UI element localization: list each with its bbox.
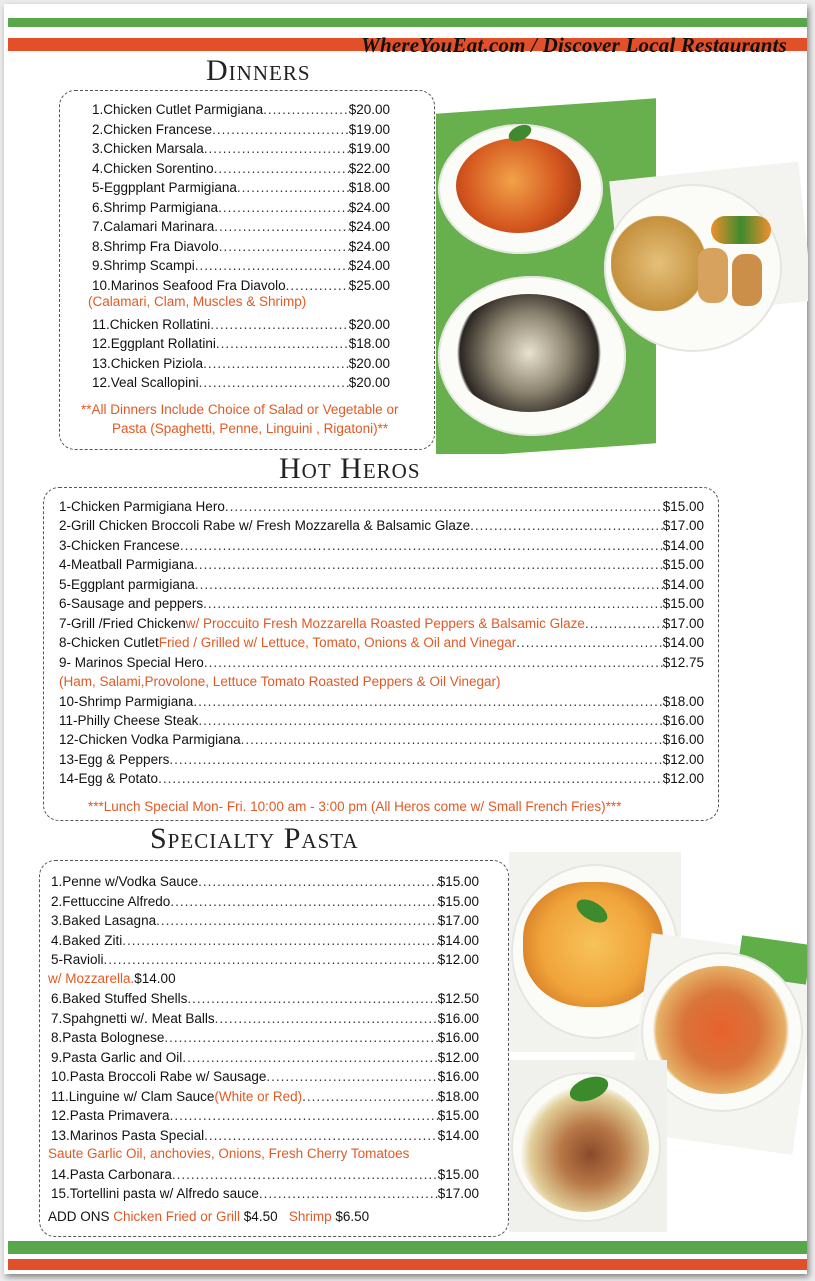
- dinner-item-name: 7.Calamari Marinara: [92, 219, 215, 234]
- dinner-item-leader: [214, 160, 349, 178]
- dinner-item-name: 8.Shrimp Fra Diavolo: [92, 238, 219, 254]
- pasta-item-price: $15.00: [437, 874, 479, 889]
- dinner-item-price: $25.00: [348, 277, 390, 293]
- dinner-item: [92, 335, 390, 353]
- pasta-item: [51, 1088, 479, 1106]
- dinner-item: [92, 355, 390, 373]
- pasta-item: [51, 990, 479, 1008]
- dinner-item-leader: [212, 121, 349, 139]
- pasta-item-leader: [204, 1127, 438, 1145]
- pasta-item-price: $14.00: [437, 1127, 479, 1143]
- hero-item-name: 8-Chicken Cutlet: [59, 635, 159, 651]
- dinner-item-price: $24.00: [348, 258, 390, 273]
- dinner-item-price: $18.00: [348, 180, 390, 195]
- hero-item-leader: [203, 595, 663, 613]
- dinner-item-leader: [210, 316, 348, 334]
- hero-item: [59, 517, 704, 535]
- hero-item-name: 6-Sausage and peppers: [59, 596, 204, 612]
- hero-item-price: $14.00: [662, 576, 704, 592]
- pasta-item-name: 14.Pasta Carbonara: [51, 1166, 172, 1182]
- dinner-item: [92, 140, 390, 158]
- dinner-item: [92, 238, 390, 256]
- pasta-item-name: 7.Spahgnetti w/. Meat Balls: [51, 1010, 215, 1026]
- add-ons-label: ADD ONS: [48, 1209, 114, 1224]
- addon-shrimp-price: $6.50: [335, 1209, 370, 1224]
- pasta-item-leader: [170, 893, 437, 911]
- dinners-footer-line1: **All Dinners Include Choice of Salad or Vegetable or: [81, 402, 399, 417]
- hero-item-price: $16.00: [662, 712, 704, 728]
- hero-item-price: $15.00: [662, 557, 704, 573]
- hero-item-price: $17.00: [662, 518, 704, 534]
- hero-item-detail: Fried / Grilled w/ Lettuce, Tomato, Onions & Oil and Vinegar: [158, 635, 517, 651]
- hero-item: [59, 595, 704, 613]
- pasta-item-price: $16.00: [437, 1069, 479, 1084]
- dinner-item: [92, 199, 390, 217]
- dinner-item-name: 1.Chicken Cutlet Parmigiana: [92, 102, 264, 117]
- dinner-item-name: 2.Chicken Francese: [92, 121, 213, 137]
- hero-item-name: 14-Egg & Potato: [59, 771, 159, 787]
- hero-item-name: 5-Eggplant parmigiana: [59, 576, 195, 592]
- hero-item-leader: [195, 576, 663, 594]
- dinner-item-leader: [263, 101, 349, 119]
- dinner-item-name: 10.Marinos Seafood Fra Diavolo: [92, 277, 286, 293]
- hero-item: [59, 654, 704, 672]
- dinner-item: [92, 160, 390, 178]
- pasta-item-name: 15.Tortellini pasta w/ Alfredo sauce: [51, 1186, 259, 1201]
- hero-item-name: 2-Grill Chicken Broccoli Rabe w/ Fresh Mozzarella & Balsamic Glaze: [59, 518, 471, 534]
- dinner-item-price: $24.00: [348, 219, 390, 234]
- dinner-item-name: 13.Chicken Piziola: [92, 355, 204, 371]
- dinner-item-price: $22.00: [348, 160, 390, 176]
- pasta-item-name: 9.Pasta Garlic and Oil: [51, 1049, 183, 1065]
- dinner-item-name: 5-Eggpplant Parmigiana: [92, 180, 237, 195]
- hero-item-price: $12.75: [662, 654, 704, 670]
- pasta-item-leader: [266, 1068, 437, 1086]
- dinner-item-leader: [219, 238, 349, 256]
- dinner-item: [92, 101, 390, 119]
- dinner-item: [92, 374, 390, 392]
- dinner-item-name: 11.Chicken Rollatini: [92, 316, 211, 332]
- pasta-item-price: $17.00: [437, 913, 479, 928]
- food-pasta-bolognese: [651, 966, 791, 1094]
- hero-item-name: 13-Egg & Peppers: [59, 751, 170, 767]
- hero-item-leader: [516, 634, 662, 652]
- hero-item: [59, 498, 704, 516]
- hero-item-leader: [193, 693, 662, 711]
- pasta-heading: Specialty Pasta: [150, 822, 359, 855]
- hero-item-name: 11-Philly Cheese Steak: [59, 712, 199, 728]
- pasta-item-leader: [198, 873, 438, 891]
- addon-chicken-price: $4.50: [243, 1209, 278, 1224]
- add-ons-row: [48, 1208, 369, 1226]
- pasta-item: [51, 873, 479, 891]
- pasta-item: [51, 912, 479, 930]
- dinner-item: [92, 257, 390, 275]
- heros-heading: Hot Heros: [279, 452, 421, 485]
- dinner-item: [92, 316, 390, 334]
- dinner-item-leader: [216, 335, 349, 353]
- hero-item-name: 9- Marinos Special Hero: [59, 654, 204, 670]
- pasta-photo: [509, 852, 807, 1232]
- pasta-item-name: 4.Baked Ziti: [51, 932, 123, 948]
- pasta-item-leader: [302, 1088, 438, 1106]
- lunch-special-note: ***Lunch Special Mon- Fri. 10:00 am - 3:00 pm (All Heros come w/ Small French Fries)***: [88, 799, 622, 814]
- pasta-item-leader: [215, 1010, 438, 1028]
- hero-item: [59, 751, 704, 769]
- hero-item: [59, 537, 704, 555]
- dinner-item-leader: [214, 218, 348, 236]
- dinner-item-price: $20.00: [348, 355, 390, 371]
- pasta-item-leader: [170, 1107, 438, 1125]
- dinner-item-price: $19.00: [348, 121, 390, 137]
- pasta-item-leader: [156, 912, 438, 930]
- dinner-item-price: $19.00: [348, 141, 390, 156]
- pasta-item: [51, 1068, 479, 1086]
- hero-item-price: $12.00: [662, 771, 704, 787]
- dinners-heading: Dinners: [206, 54, 311, 87]
- hero-item-leader: [198, 712, 662, 730]
- pasta-item-name: 12.Pasta Primavera: [51, 1108, 170, 1123]
- pasta-item-leader: [164, 1029, 437, 1047]
- pasta-item-price: $14.00: [437, 932, 479, 948]
- hero-item-leader: [470, 517, 663, 535]
- pasta-item-price: $12.00: [437, 952, 479, 967]
- dinner-item-price: $20.00: [348, 316, 390, 332]
- hero-item-price: $18.00: [662, 693, 704, 709]
- mozzarella-label: w/ Mozzarella.: [48, 971, 135, 986]
- pasta-item: [51, 932, 479, 950]
- dinner-item: [92, 121, 390, 139]
- mozzarella-price: $14.00: [134, 971, 176, 986]
- hero-item-name: 4-Meatball Parmigiana: [59, 557, 195, 573]
- pasta-item: [51, 1127, 479, 1145]
- food-chicken-cutlet: [611, 216, 706, 311]
- dinner-item-price: $20.00: [348, 102, 390, 117]
- hero-item-leader: [225, 498, 663, 516]
- hero-item-name: 7-Grill /Fried Chicken: [59, 615, 186, 631]
- dinner-item: [92, 179, 390, 197]
- hero-item: [59, 712, 704, 730]
- addon-shrimp-label: Shrimp: [288, 1209, 336, 1224]
- pasta-item-price: $17.00: [437, 1186, 479, 1201]
- pasta-item-leader: [104, 951, 438, 969]
- dinner-item-price: $24.00: [348, 199, 390, 215]
- dinner-item-leader: [204, 140, 349, 158]
- pasta-item-price: $12.00: [437, 1049, 479, 1065]
- pasta-item-name: 6.Baked Stuffed Shells: [51, 991, 188, 1006]
- hero-item-leader: [180, 537, 663, 555]
- dinner-item: [92, 277, 390, 295]
- food-vegetables: [711, 216, 771, 244]
- food-pasta-sausage: [519, 1084, 649, 1212]
- pasta-item-name: 1.Penne w/Vodka Sauce: [51, 874, 199, 889]
- pasta-item: [51, 951, 479, 969]
- hero-item: [59, 731, 704, 749]
- food-chicken-marsala: [456, 138, 581, 233]
- hero-item-price: $16.00: [662, 732, 704, 748]
- dinner-item-leader: [199, 374, 349, 392]
- hero-item-name: 12-Chicken Vodka Parmigiana: [59, 732, 241, 748]
- pasta-item-price: $15.00: [437, 1166, 479, 1182]
- site-banner[interactable]: WhereYouEat.com / Discover Local Restaurants: [361, 33, 787, 57]
- hero-item-leader: [585, 615, 663, 633]
- dinners-footer-line2: Pasta (Spaghetti, Penne, Linguini , Rigatoni)**: [112, 421, 389, 436]
- pasta-item-price: $15.00: [437, 893, 479, 909]
- hero-item: [59, 770, 704, 788]
- pasta-item-leader: [122, 932, 437, 950]
- pasta-item-leader: [187, 990, 437, 1008]
- seafood-note: (Calamari, Clam, Muscles & Shrimp): [88, 294, 307, 309]
- addon-chicken-label: Chicken Fried or Grill: [113, 1209, 244, 1224]
- ravioli-mozzarella-option: [48, 970, 176, 988]
- bottom-red-stripe: [8, 1259, 807, 1270]
- pasta-item-leader: [259, 1185, 438, 1203]
- dinner-item-name: 4.Chicken Sorentino: [92, 160, 214, 176]
- hero-item: [59, 556, 704, 574]
- hero-item-price: $14.00: [662, 537, 704, 553]
- pasta-item: [51, 1049, 479, 1067]
- pasta-item-leader: [182, 1049, 437, 1067]
- pasta-item-name: 5-Ravioli: [51, 952, 104, 967]
- food-bread-2: [732, 254, 762, 306]
- hero-item: [59, 615, 704, 633]
- pasta-item-price: $16.00: [437, 1030, 479, 1045]
- dinner-item-name: 12.Veal Scallopini: [92, 375, 199, 390]
- menu-sheet: [4, 4, 807, 1274]
- dinner-item-name: 3.Chicken Marsala: [92, 141, 204, 156]
- dinner-item-leader: [203, 355, 349, 373]
- hero-item-leader: [158, 770, 663, 788]
- pasta-item-detail: (White or Red): [214, 1088, 303, 1104]
- dinners-photo: [436, 66, 808, 454]
- hero-item: [59, 576, 704, 594]
- hero-item-leader: [204, 654, 663, 672]
- pasta-item: [51, 893, 479, 911]
- pasta-item-name: 13.Marinos Pasta Special: [51, 1127, 205, 1143]
- pasta-item-price: $16.00: [437, 1010, 479, 1026]
- top-green-stripe: [8, 18, 807, 27]
- dinner-item-name: 6.Shrimp Parmigiana: [92, 199, 219, 215]
- marinos-special-note: (Ham, Salami,Provolone, Lettuce Tomato Roasted Peppers & Oil Vinegar): [59, 674, 501, 689]
- bottom-green-stripe: [8, 1241, 807, 1254]
- pasta-item-leader: [172, 1166, 438, 1184]
- dinner-item-leader: [237, 179, 349, 197]
- pasta-item: [51, 1185, 479, 1203]
- hero-item: [59, 693, 704, 711]
- hero-item-leader: [169, 751, 662, 769]
- dinner-item: [92, 218, 390, 236]
- dinner-item-name: 9.Shrimp Scampi: [92, 258, 195, 273]
- pasta-special-note: Saute Garlic Oil, anchovies, Onions, Fresh Cherry Tomatoes: [48, 1146, 410, 1161]
- pasta-item-price: $12.50: [437, 991, 479, 1006]
- hero-item-price: $14.00: [662, 635, 704, 651]
- pasta-item-name: 2.Fettuccine Alfredo: [51, 893, 171, 909]
- dinner-item-name: 12.Eggplant Rollatini: [92, 336, 216, 351]
- dinner-item-price: $20.00: [348, 375, 390, 390]
- pasta-item-name: 8.Pasta Bolognese: [51, 1030, 165, 1045]
- pasta-item-name: 3.Baked Lasagna: [51, 913, 157, 928]
- hero-item-name: 10-Shrimp Parmigiana: [59, 693, 194, 709]
- hero-item-detail: w/ Proccuito Fresh Mozzarella Roasted Peppers & Balsamic Glaze: [185, 615, 585, 631]
- pasta-item: [51, 1166, 479, 1184]
- pasta-item-price: $15.00: [437, 1108, 479, 1123]
- hero-item-leader: [194, 556, 663, 574]
- hero-item-price: $15.00: [662, 499, 704, 514]
- dinner-item-leader: [218, 199, 349, 217]
- pasta-item: [51, 1029, 479, 1047]
- hero-item-name: 1-Chicken Parmigiana Hero: [59, 499, 225, 514]
- dinner-item-price: $24.00: [348, 238, 390, 254]
- dinner-item-leader: [286, 277, 349, 295]
- hero-item: [59, 634, 704, 652]
- pasta-item: [51, 1010, 479, 1028]
- dinner-item-leader: [195, 257, 349, 275]
- pasta-item-name: 10.Pasta Broccoli Rabe w/ Sausage: [51, 1069, 267, 1084]
- hero-item-leader: [241, 731, 663, 749]
- pasta-item-price: $18.00: [437, 1088, 479, 1104]
- food-seafood: [450, 294, 608, 412]
- food-bread-1: [698, 248, 728, 303]
- hero-item-name: 3-Chicken Francese: [59, 537, 180, 553]
- dinner-item-price: $18.00: [348, 336, 390, 351]
- pasta-item: [51, 1107, 479, 1125]
- hero-item-price: $17.00: [662, 615, 704, 631]
- hero-item-price: $15.00: [662, 596, 704, 612]
- hero-item-price: $12.00: [662, 751, 704, 767]
- pasta-item-name: 11.Linguine w/ Clam Sauce: [51, 1088, 215, 1104]
